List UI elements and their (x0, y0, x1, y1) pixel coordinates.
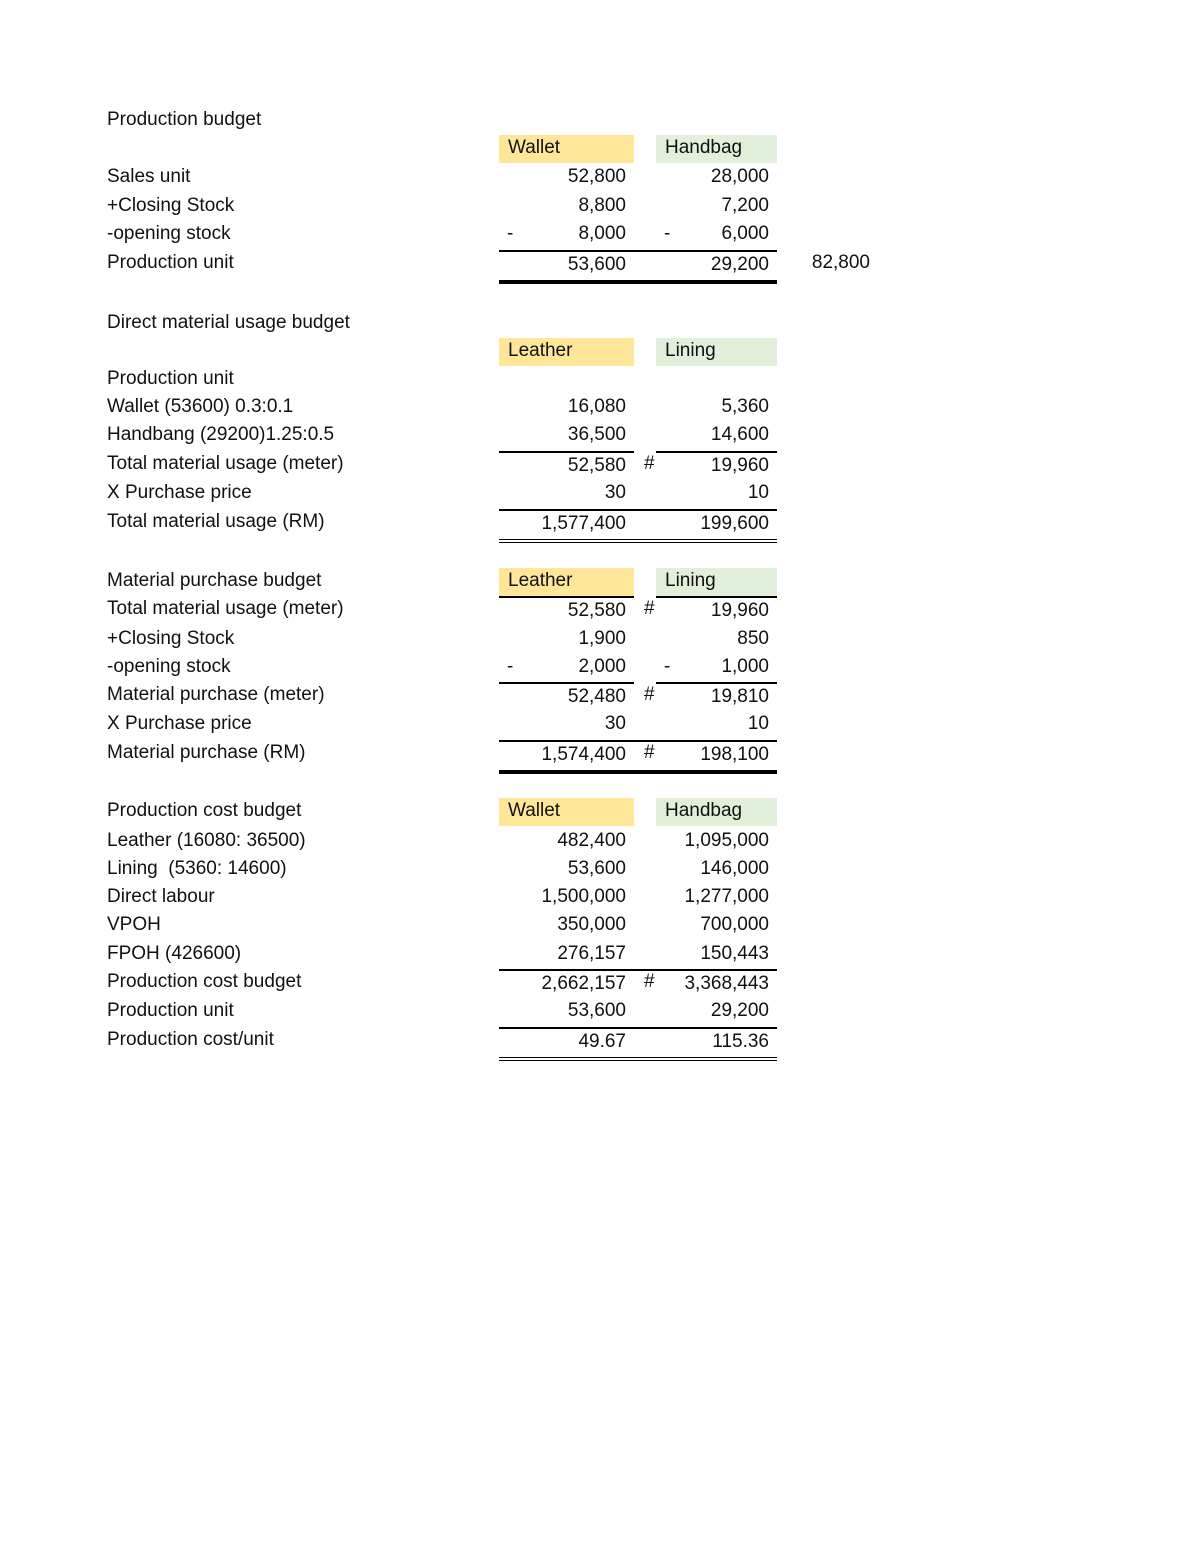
cell-wallet: 53,600 (567, 858, 626, 879)
column-header-lining: Lining (656, 568, 777, 596)
cell-lining: 198,100 (656, 740, 777, 774)
overflow-marker: # (644, 598, 655, 619)
cell-leather: 30 (604, 713, 626, 734)
table-row (0, 509, 1200, 537)
row-label: -opening stock (107, 223, 231, 244)
cell-handbag: 29,200 (710, 1000, 769, 1021)
table-row (0, 941, 1200, 969)
column-header-leather: Leather (499, 568, 634, 596)
cell-lining: 14,600 (710, 424, 769, 445)
cell-wallet: 2,662,157 (499, 969, 634, 999)
cell-handbag: 3,368,443 (656, 969, 777, 999)
cell-handbag: 29,200 (656, 250, 777, 284)
row-label: Handbang (29200)1.25:0.5 (107, 424, 335, 445)
table-row (0, 193, 1200, 221)
section-title-row (0, 798, 1200, 826)
section-title: Production budget (107, 109, 262, 130)
cell-lining: 10 (747, 713, 769, 734)
table-row (0, 221, 1200, 249)
table-row (0, 969, 1200, 997)
overflow-marker: # (644, 971, 655, 992)
row-label: Material purchase (RM) (107, 742, 306, 763)
cell-handbag: 115.36 (656, 1027, 777, 1061)
cell-leather: 16,080 (567, 396, 626, 417)
cell-wallet: 482,400 (557, 830, 626, 851)
gap-cell (634, 250, 656, 284)
cell-lining: 850 (737, 628, 769, 649)
table-row (0, 856, 1200, 884)
cell-leather: 52,580 (499, 596, 634, 626)
cell-handbag: 1,277,000 (684, 886, 769, 907)
row-label: Total material usage (meter) (107, 598, 344, 619)
cell-lining: 10 (747, 482, 769, 503)
cell-wallet: 53,600 (567, 1000, 626, 1021)
cell-wallet: 276,157 (557, 943, 626, 964)
cell-leather: 1,574,400 (499, 740, 634, 774)
cell-wallet: 1,500,000 (541, 886, 626, 907)
row-label: FPOH (426600) (107, 943, 242, 964)
row-label: Direct labour (107, 886, 215, 907)
row-label: Production cost/unit (107, 1029, 274, 1050)
row-label: Total material usage (RM) (107, 511, 325, 532)
table-row (0, 1027, 1200, 1055)
cell-total: 82,800 (811, 252, 870, 273)
table-row (0, 596, 1200, 624)
column-header-row (0, 338, 1200, 366)
column-header-row (0, 135, 1200, 163)
row-label: Total material usage (meter) (107, 453, 344, 474)
cell-wallet: 8,800 (578, 195, 626, 216)
cell-wallet: 350,000 (557, 914, 626, 935)
section-title: Material purchase budget (107, 570, 322, 591)
row-label: +Closing Stock (107, 195, 235, 216)
column-header-handbag: Handbag (656, 798, 777, 826)
cell-handbag: 700,000 (700, 914, 769, 935)
table-row (0, 828, 1200, 856)
table-row (0, 422, 1200, 450)
table-row (0, 740, 1200, 768)
table-row (0, 998, 1200, 1026)
cell-leather: 30 (604, 482, 626, 503)
row-label: Wallet (53600) 0.3:0.1 (107, 396, 294, 417)
overflow-marker: # (644, 684, 655, 705)
row-label: Production unit (107, 252, 234, 273)
column-header-handbag: Handbag (656, 135, 777, 163)
cell-wallet: 52,800 (567, 166, 626, 187)
cell-lining: 19,960 (656, 451, 777, 481)
table-row (0, 394, 1200, 422)
table-row (0, 626, 1200, 654)
column-header-wallet: Wallet (499, 135, 634, 163)
column-header-wallet: Wallet (499, 798, 634, 826)
table-row (0, 682, 1200, 710)
row-label: Lining (5360: 14600) (107, 858, 287, 879)
cell-leather: 1,900 (578, 628, 626, 649)
cell-lining: 199,600 (656, 509, 777, 543)
row-label: Production unit (107, 1000, 234, 1021)
table-row (0, 366, 1200, 394)
cell-lining: 19,810 (656, 682, 777, 712)
row-label: VPOH (107, 914, 161, 935)
table-row (0, 711, 1200, 739)
cell-handbag: 146,000 (700, 858, 769, 879)
row-label: Production unit (107, 368, 234, 389)
overflow-marker: # (644, 742, 655, 763)
cell-lining: 19,960 (656, 596, 777, 626)
cell-leather: - 2,000 (507, 656, 626, 677)
gap-cell (634, 1027, 656, 1061)
section-title: Production cost budget (107, 800, 302, 821)
cell-wallet: 49.67 (499, 1027, 634, 1061)
table-row (0, 164, 1200, 192)
table-row (0, 912, 1200, 940)
row-label: +Closing Stock (107, 628, 235, 649)
table-row (0, 884, 1200, 912)
cell-wallet: - 8,000 (507, 223, 626, 244)
column-header-lining: Lining (656, 338, 777, 366)
row-label: Sales unit (107, 166, 191, 187)
section-title-row (0, 568, 1200, 596)
cell-leather: 52,480 (499, 682, 634, 712)
row-label: X Purchase price (107, 482, 252, 503)
cell-handbag: - 6,000 (664, 223, 769, 244)
section-title: Direct material usage budget (107, 312, 350, 333)
section-title-row (0, 107, 1200, 135)
row-label: -opening stock (107, 656, 231, 677)
row-label: Leather (16080: 36500) (107, 830, 306, 851)
cell-leather: 36,500 (567, 424, 626, 445)
row-label: X Purchase price (107, 713, 252, 734)
cell-wallet: 53,600 (499, 250, 634, 284)
row-label: Material purchase (meter) (107, 684, 325, 705)
table-row (0, 480, 1200, 508)
table-row (0, 654, 1200, 682)
cell-handbag: 7,200 (721, 195, 769, 216)
cell-leather: 52,580 (499, 451, 634, 481)
section-title-row (0, 310, 1200, 338)
column-header-leather: Leather (499, 338, 634, 366)
table-row (0, 250, 1200, 278)
cell-lining: - 1,000 (664, 656, 769, 677)
cell-lining: 5,360 (721, 396, 769, 417)
cell-handbag: 150,443 (700, 943, 769, 964)
cell-handbag: 1,095,000 (684, 830, 769, 851)
cell-leather: 1,577,400 (499, 509, 634, 543)
gap-cell (634, 509, 656, 543)
overflow-marker: # (644, 453, 655, 474)
cell-handbag: 28,000 (710, 166, 769, 187)
table-row (0, 451, 1200, 479)
row-label: Production cost budget (107, 971, 302, 992)
